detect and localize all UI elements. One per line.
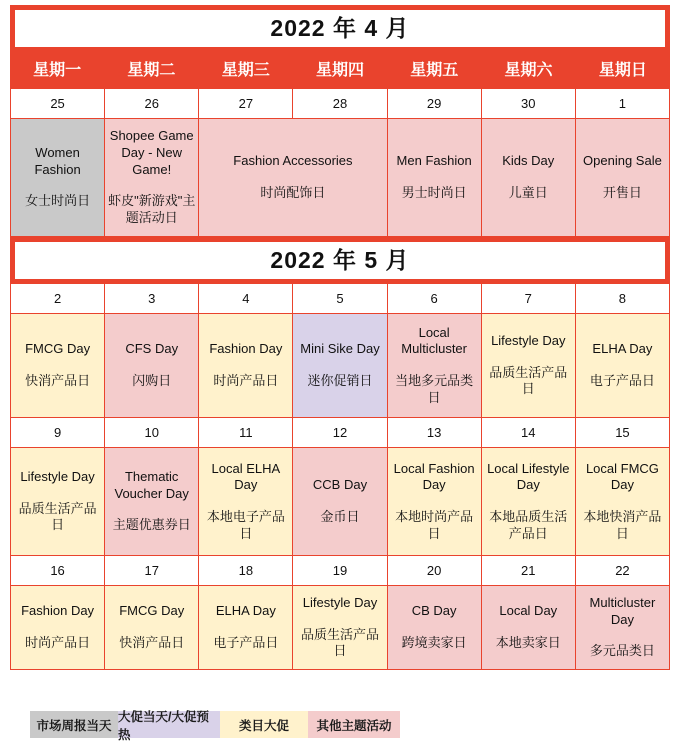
event-name-zh: 跨境卖家日 bbox=[401, 635, 467, 650]
date-cell: 9 bbox=[11, 418, 105, 448]
april-event-row bbox=[10, 119, 670, 237]
may-week1-date-row bbox=[10, 284, 670, 314]
event-name-en: Women Fashion bbox=[34, 145, 81, 177]
event-name-zh: 虾皮"新游戏"主题活动日 bbox=[108, 193, 196, 225]
event-cell-lifestyle-day bbox=[482, 314, 576, 418]
event-name-en: Thematic Voucher Day bbox=[114, 469, 189, 501]
event-name-en: Fashion Accessories bbox=[233, 153, 353, 169]
date-cell: 8 bbox=[576, 284, 670, 314]
event-name-zh: 开售日 bbox=[602, 185, 642, 200]
date-cell: 2 bbox=[11, 284, 105, 314]
event-name-zh: 时尚产品日 bbox=[25, 635, 91, 650]
legend bbox=[30, 709, 400, 742]
event-name-zh: 主题优惠券日 bbox=[112, 517, 191, 533]
event-name-zh: 金币日 bbox=[320, 509, 360, 524]
event-name-zh: 男士时尚日 bbox=[401, 185, 467, 200]
event-name-en: Opening Sale bbox=[583, 153, 662, 169]
event-cell-local-multicluster bbox=[388, 314, 482, 418]
event-name-zh: 快消产品日 bbox=[25, 373, 91, 388]
event-name-zh: 品质生活产品日 bbox=[18, 500, 97, 533]
event-name-en: Mini Sike Day bbox=[300, 341, 380, 357]
date-cell: 16 bbox=[11, 556, 105, 586]
date-cell: 28 bbox=[293, 89, 387, 119]
event-cell-fmcg-day bbox=[105, 586, 199, 670]
event-name-en: Men Fashion bbox=[396, 153, 472, 169]
event-cell-multicluster-day bbox=[576, 586, 670, 670]
event-name-en: Fashion Day bbox=[209, 341, 283, 357]
event-cell-lifestyle-day bbox=[293, 586, 387, 670]
may-month-title: 2022 年 5 月 bbox=[10, 237, 670, 284]
date-cell: 11 bbox=[199, 418, 293, 448]
event-name-zh: 本地电子产品日 bbox=[206, 509, 285, 541]
event-cell-local-elha-day bbox=[199, 448, 293, 556]
may-week2-event-row bbox=[10, 448, 670, 556]
event-name-zh: 电子产品日 bbox=[589, 373, 655, 388]
event-name-zh: 迷你促销日 bbox=[307, 373, 373, 388]
date-cell: 27 bbox=[199, 89, 293, 119]
date-cell: 30 bbox=[482, 89, 576, 119]
date-cell: 25 bbox=[11, 89, 105, 119]
event-cell-thematic-voucher-day bbox=[105, 448, 199, 556]
date-cell: 5 bbox=[293, 284, 387, 314]
event-cell-fmcg-day bbox=[11, 314, 105, 418]
date-cell: 12 bbox=[293, 418, 387, 448]
event-name-en: Lifestyle Day bbox=[491, 333, 566, 349]
date-cell: 1 bbox=[576, 89, 670, 119]
weekday-tuesday: 星期二 bbox=[127, 62, 176, 79]
event-cell-ccb-day bbox=[293, 448, 387, 556]
weekday-monday: 星期一 bbox=[33, 62, 82, 79]
event-cell-cb-day bbox=[388, 586, 482, 670]
date-cell: 17 bbox=[105, 556, 199, 586]
event-name-zh: 儿童日 bbox=[508, 185, 548, 200]
date-cell: 26 bbox=[105, 89, 199, 119]
legend-item-other-theme: 其他主题活动 bbox=[308, 711, 400, 738]
weekday-wednesday: 星期三 bbox=[221, 62, 270, 79]
event-name-zh: 时尚配饰日 bbox=[260, 185, 326, 200]
legend-item-category-sale: 类目大促 bbox=[220, 711, 308, 738]
event-cell-fashion-day bbox=[199, 314, 293, 418]
date-cell: 20 bbox=[388, 556, 482, 586]
event-name-zh: 本地快消产品日 bbox=[583, 509, 662, 541]
event-name-zh: 品质生活产品日 bbox=[300, 626, 379, 659]
event-name-en: Multicluster Day bbox=[589, 595, 656, 627]
event-cell-lifestyle-day bbox=[11, 448, 105, 556]
date-cell: 22 bbox=[576, 556, 670, 586]
event-cell-elha-day bbox=[199, 586, 293, 670]
april-date-row bbox=[10, 89, 670, 119]
date-cell: 19 bbox=[293, 556, 387, 586]
date-cell: 7 bbox=[482, 284, 576, 314]
event-name-en: FMCG Day bbox=[25, 341, 91, 357]
event-name-en: Local FMCG Day bbox=[585, 460, 659, 493]
weekday-saturday: 星期六 bbox=[504, 62, 553, 79]
event-name-en: Shopee Game Day - New Game! bbox=[109, 128, 194, 177]
event-name-zh: 闪购日 bbox=[132, 373, 172, 388]
event-name-en: Lifestyle Day bbox=[302, 595, 378, 611]
event-name-en: FMCG Day bbox=[119, 603, 185, 619]
event-cell-opening-sale bbox=[576, 119, 670, 237]
event-name-en: Local Day bbox=[499, 603, 558, 619]
event-name-zh: 多元品类日 bbox=[589, 643, 655, 659]
event-name-zh: 时尚产品日 bbox=[213, 373, 279, 388]
date-cell: 6 bbox=[388, 284, 482, 314]
event-name-en: ELHA Day bbox=[592, 341, 653, 357]
event-name-zh: 女士时尚日 bbox=[25, 193, 91, 209]
event-name-zh: 本地品质生活产品日 bbox=[489, 509, 568, 541]
event-cell-cfs-day bbox=[105, 314, 199, 418]
event-name-en: CCB Day bbox=[312, 477, 368, 493]
may-week3-event-row bbox=[10, 586, 670, 670]
legend-item-market-weekly: 市场周报当天 bbox=[30, 711, 118, 738]
event-cell-women-fashion bbox=[11, 119, 105, 237]
date-cell: 29 bbox=[388, 89, 482, 119]
april-month-title: 2022 年 4 月 bbox=[10, 5, 670, 52]
event-cell-elha-day bbox=[576, 314, 670, 418]
date-cell: 15 bbox=[576, 418, 670, 448]
event-name-en: Kids Day bbox=[502, 153, 555, 169]
event-name-en: CFS Day bbox=[125, 341, 179, 357]
weekday-thursday: 星期四 bbox=[315, 62, 364, 79]
event-name-zh: 品质生活产品日 bbox=[489, 364, 568, 397]
weekday-friday: 星期五 bbox=[410, 62, 459, 79]
event-name-zh: 电子产品日 bbox=[213, 635, 279, 650]
may-week3-date-row bbox=[10, 556, 670, 586]
weekday-header-row bbox=[10, 52, 670, 89]
event-name-zh: 本地卖家日 bbox=[495, 635, 561, 650]
event-name-en: Local Fashion Day bbox=[393, 460, 475, 493]
event-cell-local-fashion-day bbox=[388, 448, 482, 556]
event-cell-shopee-game-day bbox=[105, 119, 199, 237]
event-cell-local-lifestyle-day bbox=[482, 448, 576, 556]
event-cell-men-fashion bbox=[388, 119, 482, 237]
event-cell-fashion-accessories bbox=[199, 119, 387, 237]
event-name-en: ELHA Day bbox=[215, 603, 276, 619]
event-name-en: Local Lifestyle Day bbox=[487, 460, 570, 493]
date-cell: 21 bbox=[482, 556, 576, 586]
date-cell: 13 bbox=[388, 418, 482, 448]
may-week2-date-row bbox=[10, 418, 670, 448]
event-cell-mini-sike-day bbox=[293, 314, 387, 418]
event-name-en: Local ELHA Day bbox=[211, 460, 281, 493]
event-name-zh: 快消产品日 bbox=[119, 635, 185, 650]
event-name-en: Fashion Day bbox=[21, 603, 95, 619]
calendar bbox=[10, 5, 670, 670]
event-cell-local-day bbox=[482, 586, 576, 670]
event-name-zh: 当地多元品类日 bbox=[395, 373, 474, 405]
date-cell: 14 bbox=[482, 418, 576, 448]
event-cell-local-fmcg-day bbox=[576, 448, 670, 556]
event-name-en: Local Multicluster bbox=[401, 324, 467, 357]
event-name-en: CB Day bbox=[411, 603, 457, 619]
event-name-en: Lifestyle Day bbox=[20, 469, 95, 485]
date-cell: 3 bbox=[105, 284, 199, 314]
date-cell: 18 bbox=[199, 556, 293, 586]
date-cell: 4 bbox=[199, 284, 293, 314]
legend-item-mega-sale: 大促当天/大促预热 bbox=[118, 711, 220, 738]
weekday-sunday: 星期日 bbox=[598, 62, 647, 79]
may-week1-event-row bbox=[10, 314, 670, 418]
event-cell-kids-day bbox=[482, 119, 576, 237]
event-name-zh: 本地时尚产品日 bbox=[395, 509, 474, 541]
date-cell: 10 bbox=[105, 418, 199, 448]
event-cell-fashion-day bbox=[11, 586, 105, 670]
